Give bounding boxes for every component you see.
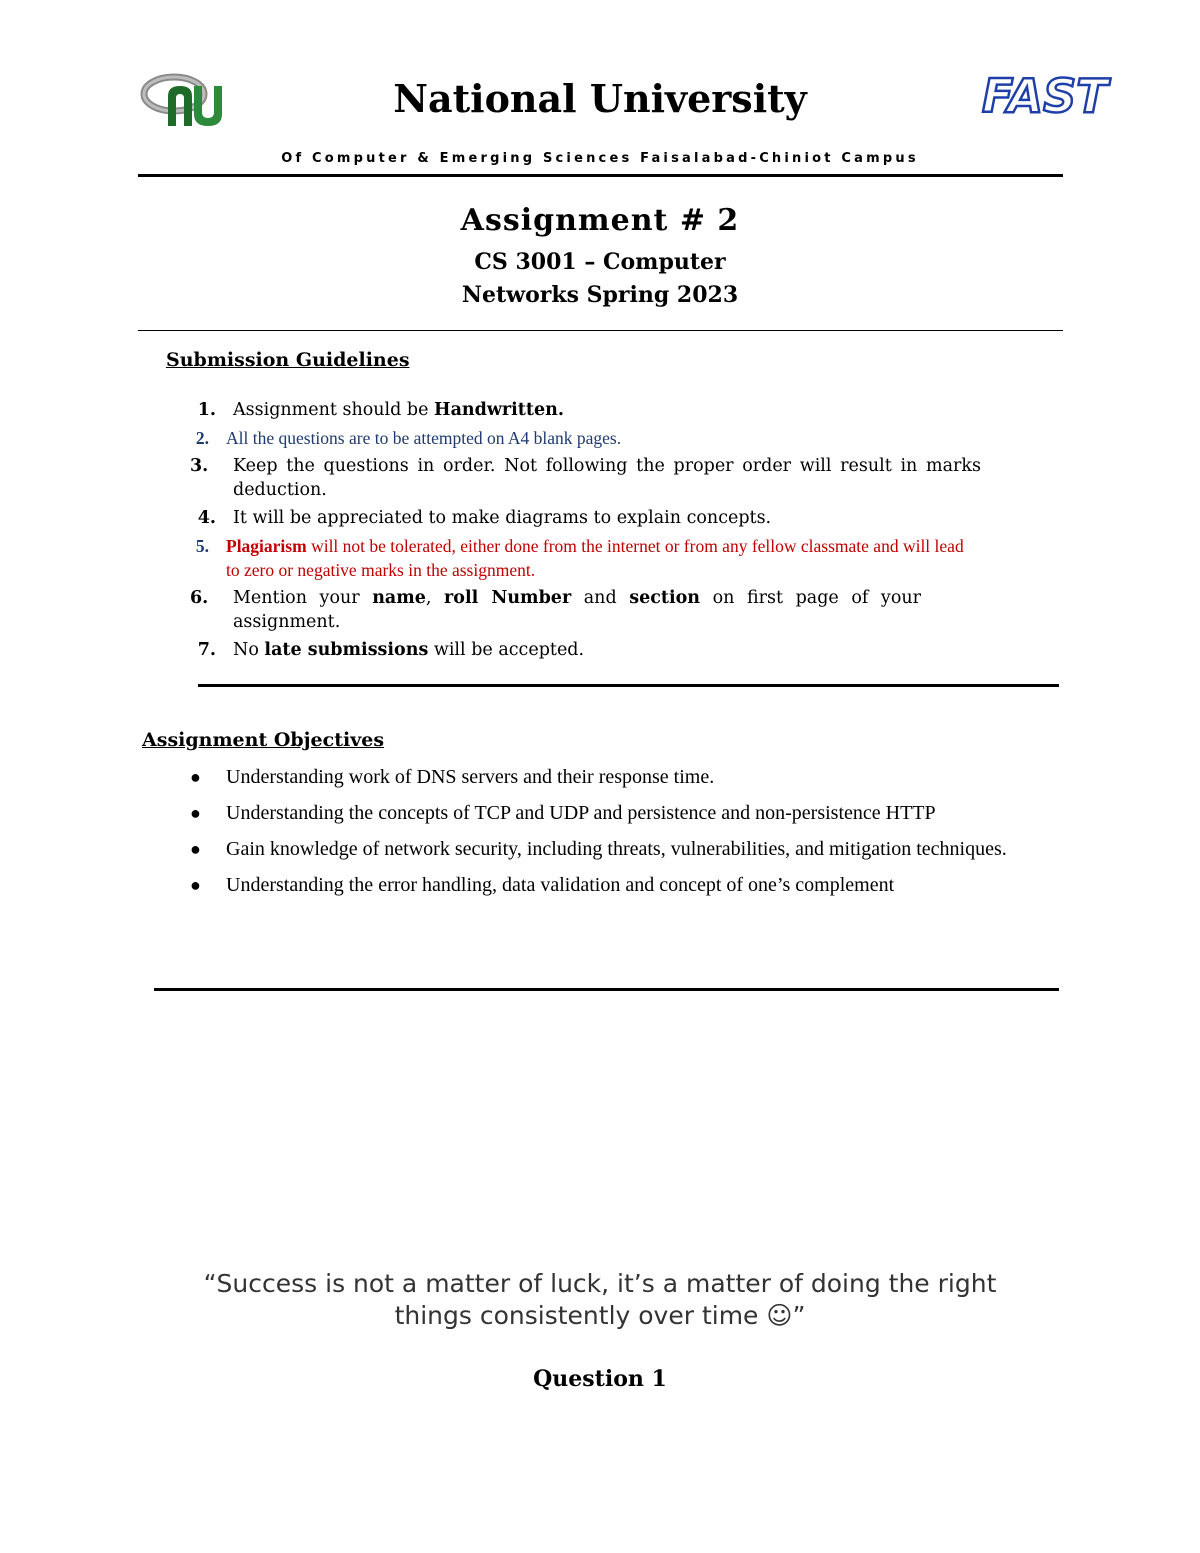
bullet-icon: ● xyxy=(190,767,201,787)
objectives-heading: Assignment Objectives xyxy=(142,729,385,751)
motivational-quote xyxy=(150,1268,1050,1332)
guidelines-divider xyxy=(198,684,1059,687)
guideline-number: 1. xyxy=(197,400,216,420)
objectives-list xyxy=(186,764,1046,908)
guideline-bold-text: Handwritten. xyxy=(434,400,564,420)
bullet-icon: ● xyxy=(190,803,201,823)
quote-line: things consistently over time ☺” xyxy=(394,1301,806,1330)
university-title: National University xyxy=(393,76,807,121)
guideline-number: 3. xyxy=(190,456,209,476)
fast-logo xyxy=(980,69,1108,123)
header-divider xyxy=(138,174,1063,177)
objective-text: Understanding the error handling, data validation and concept of one’s complement xyxy=(226,874,895,896)
objectives-divider xyxy=(154,988,1059,991)
guideline-text: , xyxy=(425,588,445,608)
guideline-bold-text: late submissions xyxy=(264,640,429,660)
guideline-number: 6. xyxy=(190,588,209,608)
guideline-item xyxy=(190,638,990,662)
objective-item xyxy=(186,836,1046,863)
objective-item xyxy=(186,872,1046,899)
guideline-number: 2. xyxy=(195,428,209,448)
course-title-line1: CS 3001 – Computer xyxy=(474,249,726,275)
guideline-bold-text: Plagiarism xyxy=(226,536,307,556)
guideline-number: 5. xyxy=(195,536,209,556)
guideline-text: will not be tolerated, either done from the internet or from any fellow classmate and will lead to zero or negative marks in the assignment. xyxy=(226,536,964,580)
objective-text: Understanding the concepts of TCP and UDP and persistence and non-persistence HTTP xyxy=(226,802,936,824)
title-divider xyxy=(138,330,1063,331)
objective-text: Understanding work of DNS servers and their response time. xyxy=(226,766,715,788)
bullet-icon: ● xyxy=(190,839,201,859)
university-subtitle: Of Computer & Emerging Sciences Faisalabad-Chiniot Campus xyxy=(281,151,919,166)
guideline-text: Keep the questions in order. Not following the proper order will result in marks deduction. xyxy=(233,456,981,500)
guideline-number: 7. xyxy=(197,640,216,660)
bullet-icon: ● xyxy=(190,875,201,895)
guideline-number: 4. xyxy=(197,508,216,528)
objective-item xyxy=(186,764,1046,791)
guideline-text: No xyxy=(233,640,265,660)
course-title-line2: Networks Spring 2023 xyxy=(461,282,739,308)
svg-text:FAST: FAST xyxy=(982,69,1108,123)
question-title: Question 1 xyxy=(533,1366,667,1392)
guideline-item xyxy=(190,586,921,634)
guideline-bold-text: section xyxy=(629,588,701,608)
guideline-item xyxy=(190,454,981,502)
guideline-text: Assignment should be xyxy=(233,400,435,420)
guideline-text: All the questions are to be attempted on A4 blank pages. xyxy=(226,428,622,448)
guideline-item xyxy=(190,506,990,530)
objective-text: Gain knowledge of network security, including threats, vulnerabilities, and mitigation techniques. xyxy=(226,838,1007,860)
guideline-text: Mention your xyxy=(233,588,373,608)
guideline-item xyxy=(183,534,976,582)
assignment-title: Assignment # 2 xyxy=(460,203,740,238)
guideline-text: will be accepted. xyxy=(428,640,585,660)
objective-item xyxy=(186,800,1026,827)
guideline-bold-text: name xyxy=(372,588,426,608)
guideline-text: on first page of your assignment. xyxy=(233,588,921,632)
guideline-text: and xyxy=(571,588,630,608)
guideline-bold-text: roll Number xyxy=(444,588,572,608)
guideline-item xyxy=(190,398,990,422)
guideline-item xyxy=(183,426,990,450)
quote-line: “Success is not a matter of luck, it’s a matter of doing the right xyxy=(203,1269,997,1298)
guideline-text: It will be appreciated to make diagrams to explain concepts. xyxy=(233,508,772,528)
guidelines-heading: Submission Guidelines xyxy=(166,349,410,371)
guidelines-list xyxy=(190,398,990,666)
